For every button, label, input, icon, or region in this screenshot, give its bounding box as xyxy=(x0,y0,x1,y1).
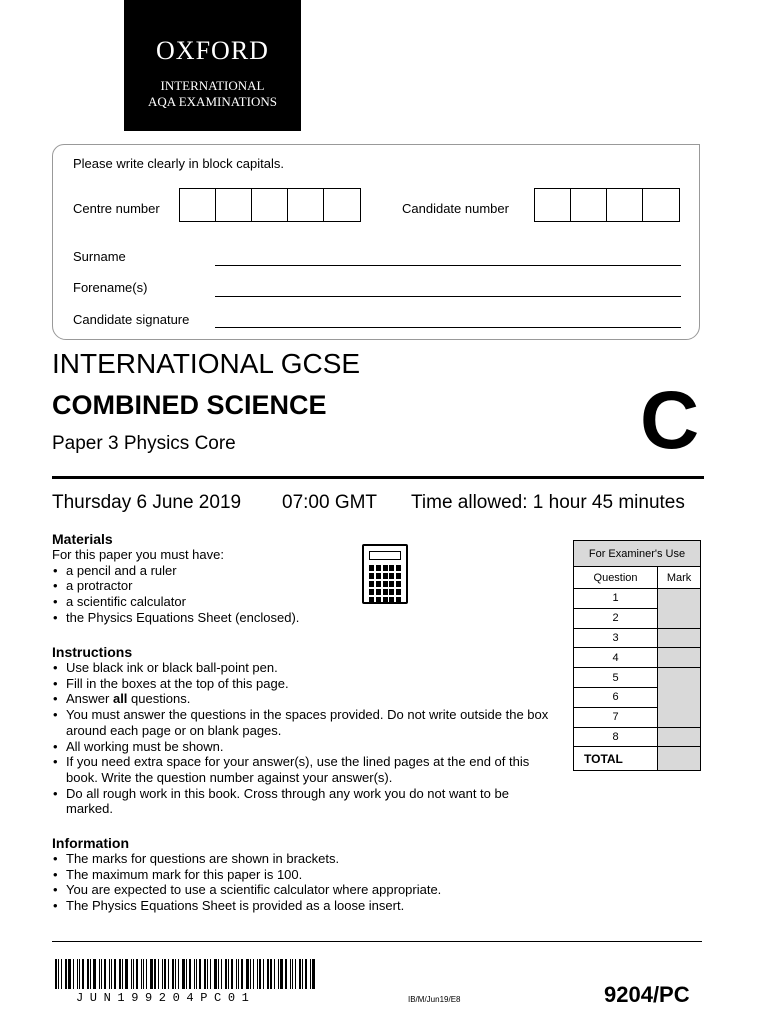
barcode-bar xyxy=(278,959,279,989)
barcode-bar xyxy=(79,959,80,989)
barcode-bar xyxy=(295,959,296,989)
materials-heading: Materials xyxy=(52,531,113,547)
centre-number-digit-box[interactable] xyxy=(288,189,324,221)
barcode-bar xyxy=(182,959,185,989)
barcode-bar xyxy=(143,959,144,989)
barcode-bar xyxy=(236,959,237,989)
materials-section xyxy=(52,531,352,626)
barcode-bar xyxy=(238,959,239,989)
barcode-bar xyxy=(90,959,91,989)
paper-code: 9204/PC xyxy=(604,982,690,1007)
barcode-bar xyxy=(114,959,116,989)
information-section xyxy=(52,835,552,914)
barcode-bar xyxy=(141,959,142,989)
question-number: 1 xyxy=(574,589,658,609)
list-item: • Fill in the boxes at the top of this page. xyxy=(52,676,552,692)
centre-number-digit-box[interactable] xyxy=(252,189,288,221)
barcode-bar xyxy=(285,959,287,989)
total-mark-cell xyxy=(658,747,701,771)
signature-field[interactable] xyxy=(215,327,681,328)
barcode-bar xyxy=(104,959,106,989)
barcode-bar xyxy=(111,959,112,989)
question-number: 2 xyxy=(574,608,658,628)
logo-subtitle-2: AQA EXAMINATIONS xyxy=(148,94,277,109)
candidate-number-digit-box[interactable] xyxy=(643,189,679,221)
barcode-bar xyxy=(133,959,134,989)
mark-cell xyxy=(658,589,701,629)
barcode-bar xyxy=(122,959,123,989)
list-item: • The maximum mark for this paper is 100. xyxy=(52,867,552,883)
barcode-bar xyxy=(119,959,121,989)
centre-number-input[interactable] xyxy=(179,188,361,222)
candidate-number-label: Candidate number xyxy=(402,201,509,216)
document-reference: IB/M/Jun19/E8 xyxy=(408,995,461,1004)
total-label: TOTAL xyxy=(574,747,658,771)
barcode-text: JUN199204PC01 xyxy=(76,991,256,1005)
barcode-bar xyxy=(228,959,229,989)
barcode-bar xyxy=(55,959,57,989)
mark-cell xyxy=(658,628,701,648)
question-number: 6 xyxy=(574,687,658,707)
barcode-bar xyxy=(125,959,128,989)
block-capitals-instruction: Please write clearly in block capitals. xyxy=(73,156,284,171)
barcode-bar xyxy=(61,959,62,989)
barcode-bar xyxy=(136,959,138,989)
instructions-heading: Instructions xyxy=(52,644,133,660)
examiner-use-table xyxy=(573,540,701,771)
information-list xyxy=(52,851,552,914)
barcode-bar xyxy=(274,959,275,989)
barcode-bar xyxy=(131,959,132,989)
examiner-table-title: For Examiner's Use xyxy=(574,541,701,567)
calculator-icon xyxy=(362,544,408,604)
barcode-bar xyxy=(109,959,110,989)
surname-field[interactable] xyxy=(215,265,681,266)
question-number: 7 xyxy=(574,707,658,727)
barcode-bar xyxy=(68,959,71,989)
barcode-bar xyxy=(196,959,197,989)
barcode-bar xyxy=(305,959,307,989)
barcode-bar xyxy=(270,959,272,989)
list-item: • a pencil and a ruler xyxy=(52,563,352,579)
barcode-bar xyxy=(189,959,191,989)
paper-title: Paper 3 Physics Core xyxy=(52,433,236,454)
barcode xyxy=(55,959,317,989)
question-column-header: Question xyxy=(574,567,658,589)
question-number: 4 xyxy=(574,648,658,668)
candidate-number-digit-box[interactable] xyxy=(535,189,571,221)
list-item: • All working must be shown. xyxy=(52,739,552,755)
information-heading: Information xyxy=(52,835,129,851)
barcode-bar xyxy=(267,959,269,989)
forename-label: Forename(s) xyxy=(73,280,148,295)
title-divider xyxy=(52,476,704,479)
barcode-bar xyxy=(214,959,217,989)
barcode-bar xyxy=(93,959,96,989)
barcode-bar xyxy=(101,959,102,989)
barcode-bar xyxy=(299,959,301,989)
barcode-bar xyxy=(186,959,187,989)
barcode-bar xyxy=(290,959,291,989)
calculator-keys xyxy=(369,565,401,603)
barcode-bar xyxy=(164,959,166,989)
barcode-bar xyxy=(221,959,222,989)
barcode-bar xyxy=(58,959,59,989)
barcode-bar xyxy=(194,959,195,989)
list-item: • a scientific calculator xyxy=(52,594,352,610)
barcode-bar xyxy=(175,959,176,989)
centre-number-digit-box[interactable] xyxy=(180,189,216,221)
surname-label: Surname xyxy=(73,249,126,264)
barcode-bar xyxy=(87,959,89,989)
barcode-bar xyxy=(210,959,211,989)
barcode-bar xyxy=(199,959,201,989)
mark-column-header: Mark xyxy=(658,567,701,589)
oxford-aqa-logo xyxy=(124,0,301,131)
candidate-number-digit-box[interactable] xyxy=(571,189,607,221)
list-item: • You are expected to use a scientific calculator where appropriate. xyxy=(52,882,552,898)
question-number: 8 xyxy=(574,727,658,747)
barcode-bar xyxy=(280,959,283,989)
list-item: • Answer all questions. xyxy=(52,691,552,707)
question-number: 5 xyxy=(574,668,658,688)
barcode-bar xyxy=(246,959,249,989)
question-number: 3 xyxy=(574,628,658,648)
barcode-bar xyxy=(82,959,84,989)
logo-subtitle-1: INTERNATIONAL xyxy=(160,78,265,93)
mark-cell xyxy=(658,727,701,747)
barcode-bar xyxy=(178,959,179,989)
candidate-details-box xyxy=(52,144,700,340)
mark-cell xyxy=(658,668,701,727)
calculator-screen xyxy=(369,551,401,560)
barcode-bar xyxy=(259,959,261,989)
barcode-bar xyxy=(65,959,67,989)
list-item: • If you need extra space for your answer(s), use the lined pages at the end of this book. Write the question number against your answer(s). xyxy=(52,754,552,785)
barcode-bar xyxy=(241,959,243,989)
barcode-bar xyxy=(162,959,163,989)
barcode-bar xyxy=(231,959,233,989)
list-item: • the Physics Equations Sheet (enclosed). xyxy=(52,610,352,626)
barcode-bar xyxy=(77,959,78,989)
barcode-bar xyxy=(99,959,100,989)
materials-list xyxy=(52,563,352,626)
centre-number-digit-box[interactable] xyxy=(324,189,360,221)
barcode-bar xyxy=(257,959,258,989)
exam-date: Thursday 6 June 2019 xyxy=(52,492,242,513)
barcode-bar xyxy=(263,959,264,989)
barcode-bar xyxy=(204,959,206,989)
centre-number-label: Centre number xyxy=(73,201,160,216)
list-item: • a protractor xyxy=(52,578,352,594)
exam-time: 07:00 GMT xyxy=(282,492,378,513)
barcode-bar xyxy=(150,959,153,989)
materials-intro: For this paper you must have: xyxy=(52,547,224,562)
barcode-bar xyxy=(154,959,156,989)
barcode-bar xyxy=(207,959,208,989)
tier-letter: C xyxy=(640,375,700,466)
barcode-bar xyxy=(168,959,169,989)
signature-label: Candidate signature xyxy=(73,312,190,327)
mark-cell xyxy=(658,648,701,668)
barcode-bar xyxy=(218,959,219,989)
forename-field[interactable] xyxy=(215,296,681,297)
exam-duration: Time allowed: 1 hour 45 minutes xyxy=(411,492,685,513)
barcode-bar xyxy=(225,959,227,989)
barcode-bar xyxy=(302,959,303,989)
barcode-bar xyxy=(310,959,311,989)
barcode-bar xyxy=(172,959,174,989)
barcode-bar xyxy=(312,959,315,989)
barcode-bar xyxy=(253,959,254,989)
subject-title: COMBINED SCIENCE xyxy=(52,390,327,420)
footer-divider xyxy=(52,941,702,942)
barcode-bar xyxy=(146,959,147,989)
barcode-bar xyxy=(292,959,293,989)
list-item: • Do all rough work in this book. Cross through any work you do not want to be marked. xyxy=(52,786,552,817)
candidate-number-digit-box[interactable] xyxy=(607,189,643,221)
barcode-bar xyxy=(250,959,251,989)
barcode-bar xyxy=(73,959,74,989)
barcode-bar xyxy=(158,959,159,989)
list-item: • Use black ink or black ball-point pen. xyxy=(52,660,552,676)
list-item: • The marks for questions are shown in brackets. xyxy=(52,851,552,867)
list-item: • The Physics Equations Sheet is provided as a loose insert. xyxy=(52,898,552,914)
logo-main-text: OXFORD xyxy=(156,36,269,65)
centre-number-digit-box[interactable] xyxy=(216,189,252,221)
instructions-list xyxy=(52,660,552,817)
qualification-title: INTERNATIONAL GCSE xyxy=(52,348,361,379)
instructions-section xyxy=(52,644,552,817)
list-item: • You must answer the questions in the spaces provided. Do not write outside the box around each page or on blank pages. xyxy=(52,707,552,738)
candidate-number-input[interactable] xyxy=(534,188,680,222)
